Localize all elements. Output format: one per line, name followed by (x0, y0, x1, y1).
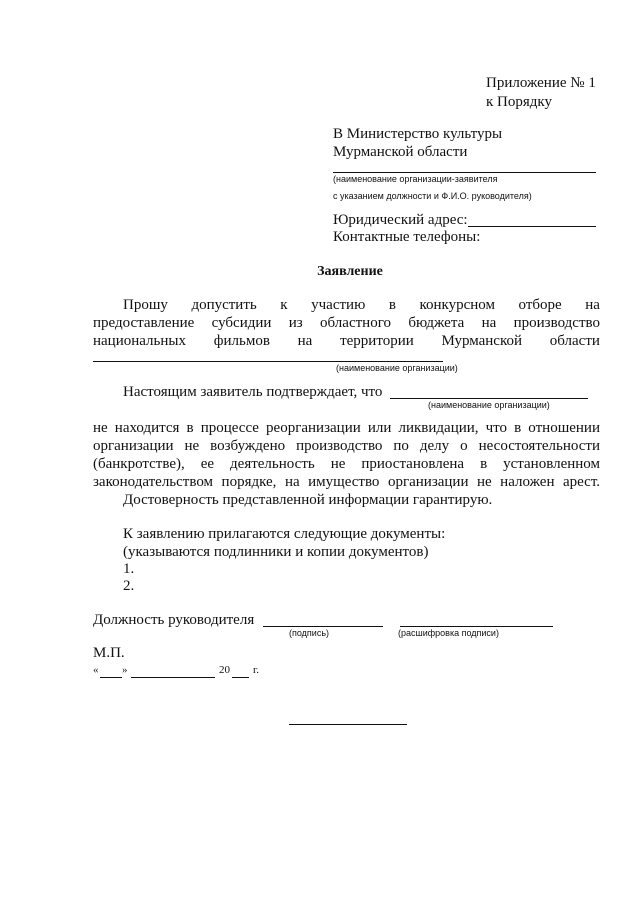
footer-separator (289, 724, 407, 725)
date-year-line (232, 677, 249, 678)
caption-head-name: с указанием должности и Ф.И.О. руководителя) (333, 191, 532, 201)
attachment-item: 2. (123, 578, 135, 594)
addressee-line2: Мурманской области (333, 144, 468, 160)
attachments-note: (указываются подлинники и копии документов) (123, 544, 429, 560)
addressee-line1: В Министерство культуры (333, 126, 503, 142)
caption-signature: (подпись) (289, 628, 330, 638)
confirmation-caption-org: (наименование организации) (428, 400, 550, 410)
date-close-quote: » (122, 664, 128, 676)
confirmation-org-line (390, 398, 588, 399)
caption-signature-decode: (расшифровка подписи) (398, 628, 499, 638)
request-line-2: предоставление субсидии из областного бюджета на производство (93, 315, 600, 331)
appendix-line2: к Порядку (486, 94, 552, 110)
signature-line (263, 626, 383, 627)
org-name-line (333, 172, 596, 173)
legal-address-line (468, 226, 596, 227)
date-month-line (131, 677, 215, 678)
confirmation-line: законодательством порядке, на имущество организации не наложен арест. (93, 474, 600, 490)
date-day-line (100, 677, 122, 678)
date-year-suffix: г. (253, 664, 260, 676)
legal-address-label: Юридический адрес: (333, 212, 468, 228)
caption-org-applicant: (наименование организации-заявителя (333, 174, 498, 184)
confirmation-lead: Настоящим заявитель подтверждает, что (123, 384, 383, 400)
request-line-3: национальных фильмов на территории Мурманской области (93, 333, 600, 349)
confirmation-line: не находится в процессе реорганизации или ликвидации, что в отношении (93, 420, 600, 436)
appendix-line1: Приложение № 1 (486, 75, 596, 91)
confirmation-paragraph (93, 419, 600, 491)
signature-decode-line (400, 626, 553, 627)
request-org-line (93, 361, 443, 362)
attachment-item: 1. (123, 561, 135, 577)
date-year-prefix: 20 (219, 664, 230, 676)
document-title: Заявление (317, 264, 383, 279)
confirmation-line: (банкротстве), ее деятельность не приостановлена в установленном (93, 456, 600, 472)
request-line-1: Прошу допустить к участию в конкурсном отборе на (123, 297, 600, 313)
position-label: Должность руководителя (93, 612, 255, 628)
phones-label: Контактные телефоны: (333, 229, 481, 245)
date-open-quote: « (93, 664, 99, 676)
attachments-lead: К заявлению прилагаются следующие документы: (123, 526, 446, 542)
confirmation-line: организации не возбуждено производство по делу о несостоятельности (93, 438, 600, 454)
guarantee-text: Достоверность представленной информации гарантирую. (123, 492, 493, 508)
request-caption-org: (наименование организации) (336, 363, 458, 373)
stamp-label: М.П. (93, 645, 125, 661)
